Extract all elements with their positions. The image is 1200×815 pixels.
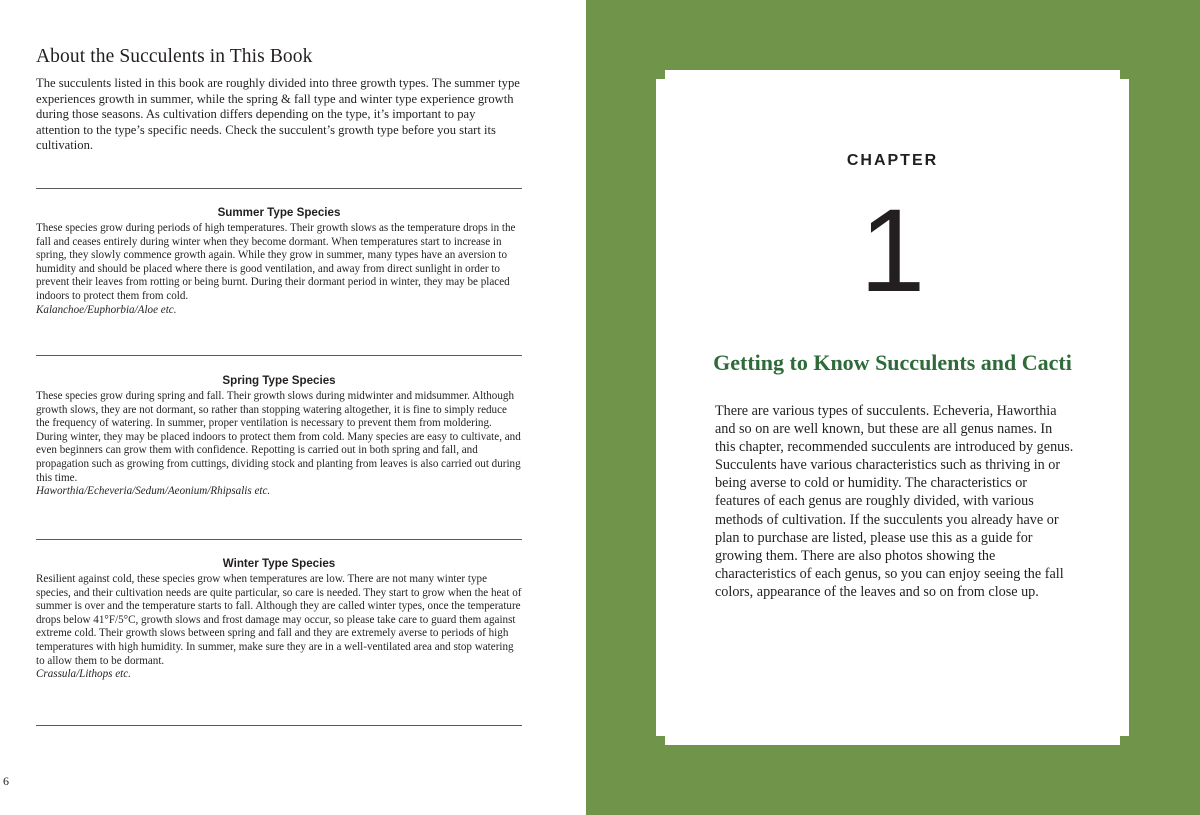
section-body: These species grow during periods of high temperatures. Their growth slows as the temperature drops in the fall and ceases entirely during winter when they become dormant. When temperatures start to increase in spring, they slowly commence growth again. While they grow in summer, many types have an aversion to humidity and should be placed where there is good ventilation, and away from direct sunlight in order to prevent their leaves from rotting or being burnt. During their dormant period in winter, they may be placed indoors to protect them from cold. [36, 222, 516, 302]
page-number: 6 [3, 774, 9, 788]
section-divider [36, 539, 522, 540]
chapter-intro-paragraph: There are various types of succulents. Echeveria, Haworthia and so on are well known, but these are all genus names. In this chapter, recommended succulents are introduced by genus. Succulents have various characteristics such as thriving in or being averse to cold or humidity. The characteristics or features of each genus are roughly divided, with various methods of cultivation. If the succulents you already have or plan to purchase are listed, please use this as a guide for growing them. There are also photos showing the characteristics of each genus, so you can enjoy seeing the fall colors, appearance of the leaves and so on from close up. [715, 403, 1074, 600]
left-page [0, 0, 586, 815]
corner-notch [1120, 736, 1129, 745]
section-examples: Haworthia/Echeveria/Sedum/Aeonium/Rhipsalis etc. [36, 485, 271, 498]
section-title: Winter Type Species [222, 557, 336, 570]
section-title: Spring Type Species [222, 374, 336, 387]
section-divider [36, 355, 522, 356]
section-examples: Kalanchoe/Euphorbia/Aloe etc. [36, 303, 177, 316]
summer-type-section [36, 206, 522, 317]
intro-paragraph: The succulents listed in this book are roughly divided into three growth types. The summer type experiences growth in summer, while the spring & fall type and winter type experience growth during those seasons. As cultivation differs depending on the type, it’s important to pay attention to the type’s specific needs. Check the succulent’s growth type before you start its cultivation. [36, 76, 520, 153]
corner-notch [1120, 70, 1129, 79]
chapter-number: 1 [859, 185, 926, 317]
spring-type-section [36, 374, 522, 499]
chapter-title: Getting to Know Succulents and Cacti [713, 350, 1072, 375]
chapter-card [656, 70, 1129, 745]
section-divider [36, 725, 522, 726]
section-divider [36, 188, 522, 189]
corner-notch [656, 736, 665, 745]
page-heading: About the Succulents in This Book [36, 46, 313, 67]
section-body: These species grow during spring and fall. Their growth slows during midwinter and midsummer. Although growth slows, they are not dormant, so rather than stopping watering altogether, it is fine to simply reduce the frequency of watering. In summer, proper ventilation is necessary to prevent them from moldering. During winter, they may be placed indoors to protect them from cold. Many species are easy to cultivate, and even beginners can grow them with confidence. Repotting is carried out in both spring and fall, and propagation such as growing from cuttings, dividing stock and planting from leaves is also carried out during this time. [36, 390, 521, 484]
chapter-label: CHAPTER [846, 152, 939, 169]
section-body: Resilient against cold, these species grow when temperatures are low. There are not many winter type species, and their cultivation needs are quite particular, so care is needed. They start to grow when the heat of summer is over and the temperature starts to fall. Although they are called winter types, once the temperature drops below 41°F/5°C, growth slows and frost damage may occur, so please take care to guard them against extreme cold. Their growth slows between spring and fall and they are extremely averse to periods of high temperatures with high humidity. In summer, make sure they are in a well-ventilated area and stop watering to allow them to be dormant. [36, 573, 522, 667]
section-title: Summer Type Species [217, 206, 341, 219]
corner-notch [656, 70, 665, 79]
winter-type-section [36, 557, 522, 682]
right-page [586, 0, 1200, 815]
section-examples: Crassula/Lithops etc. [36, 668, 131, 681]
